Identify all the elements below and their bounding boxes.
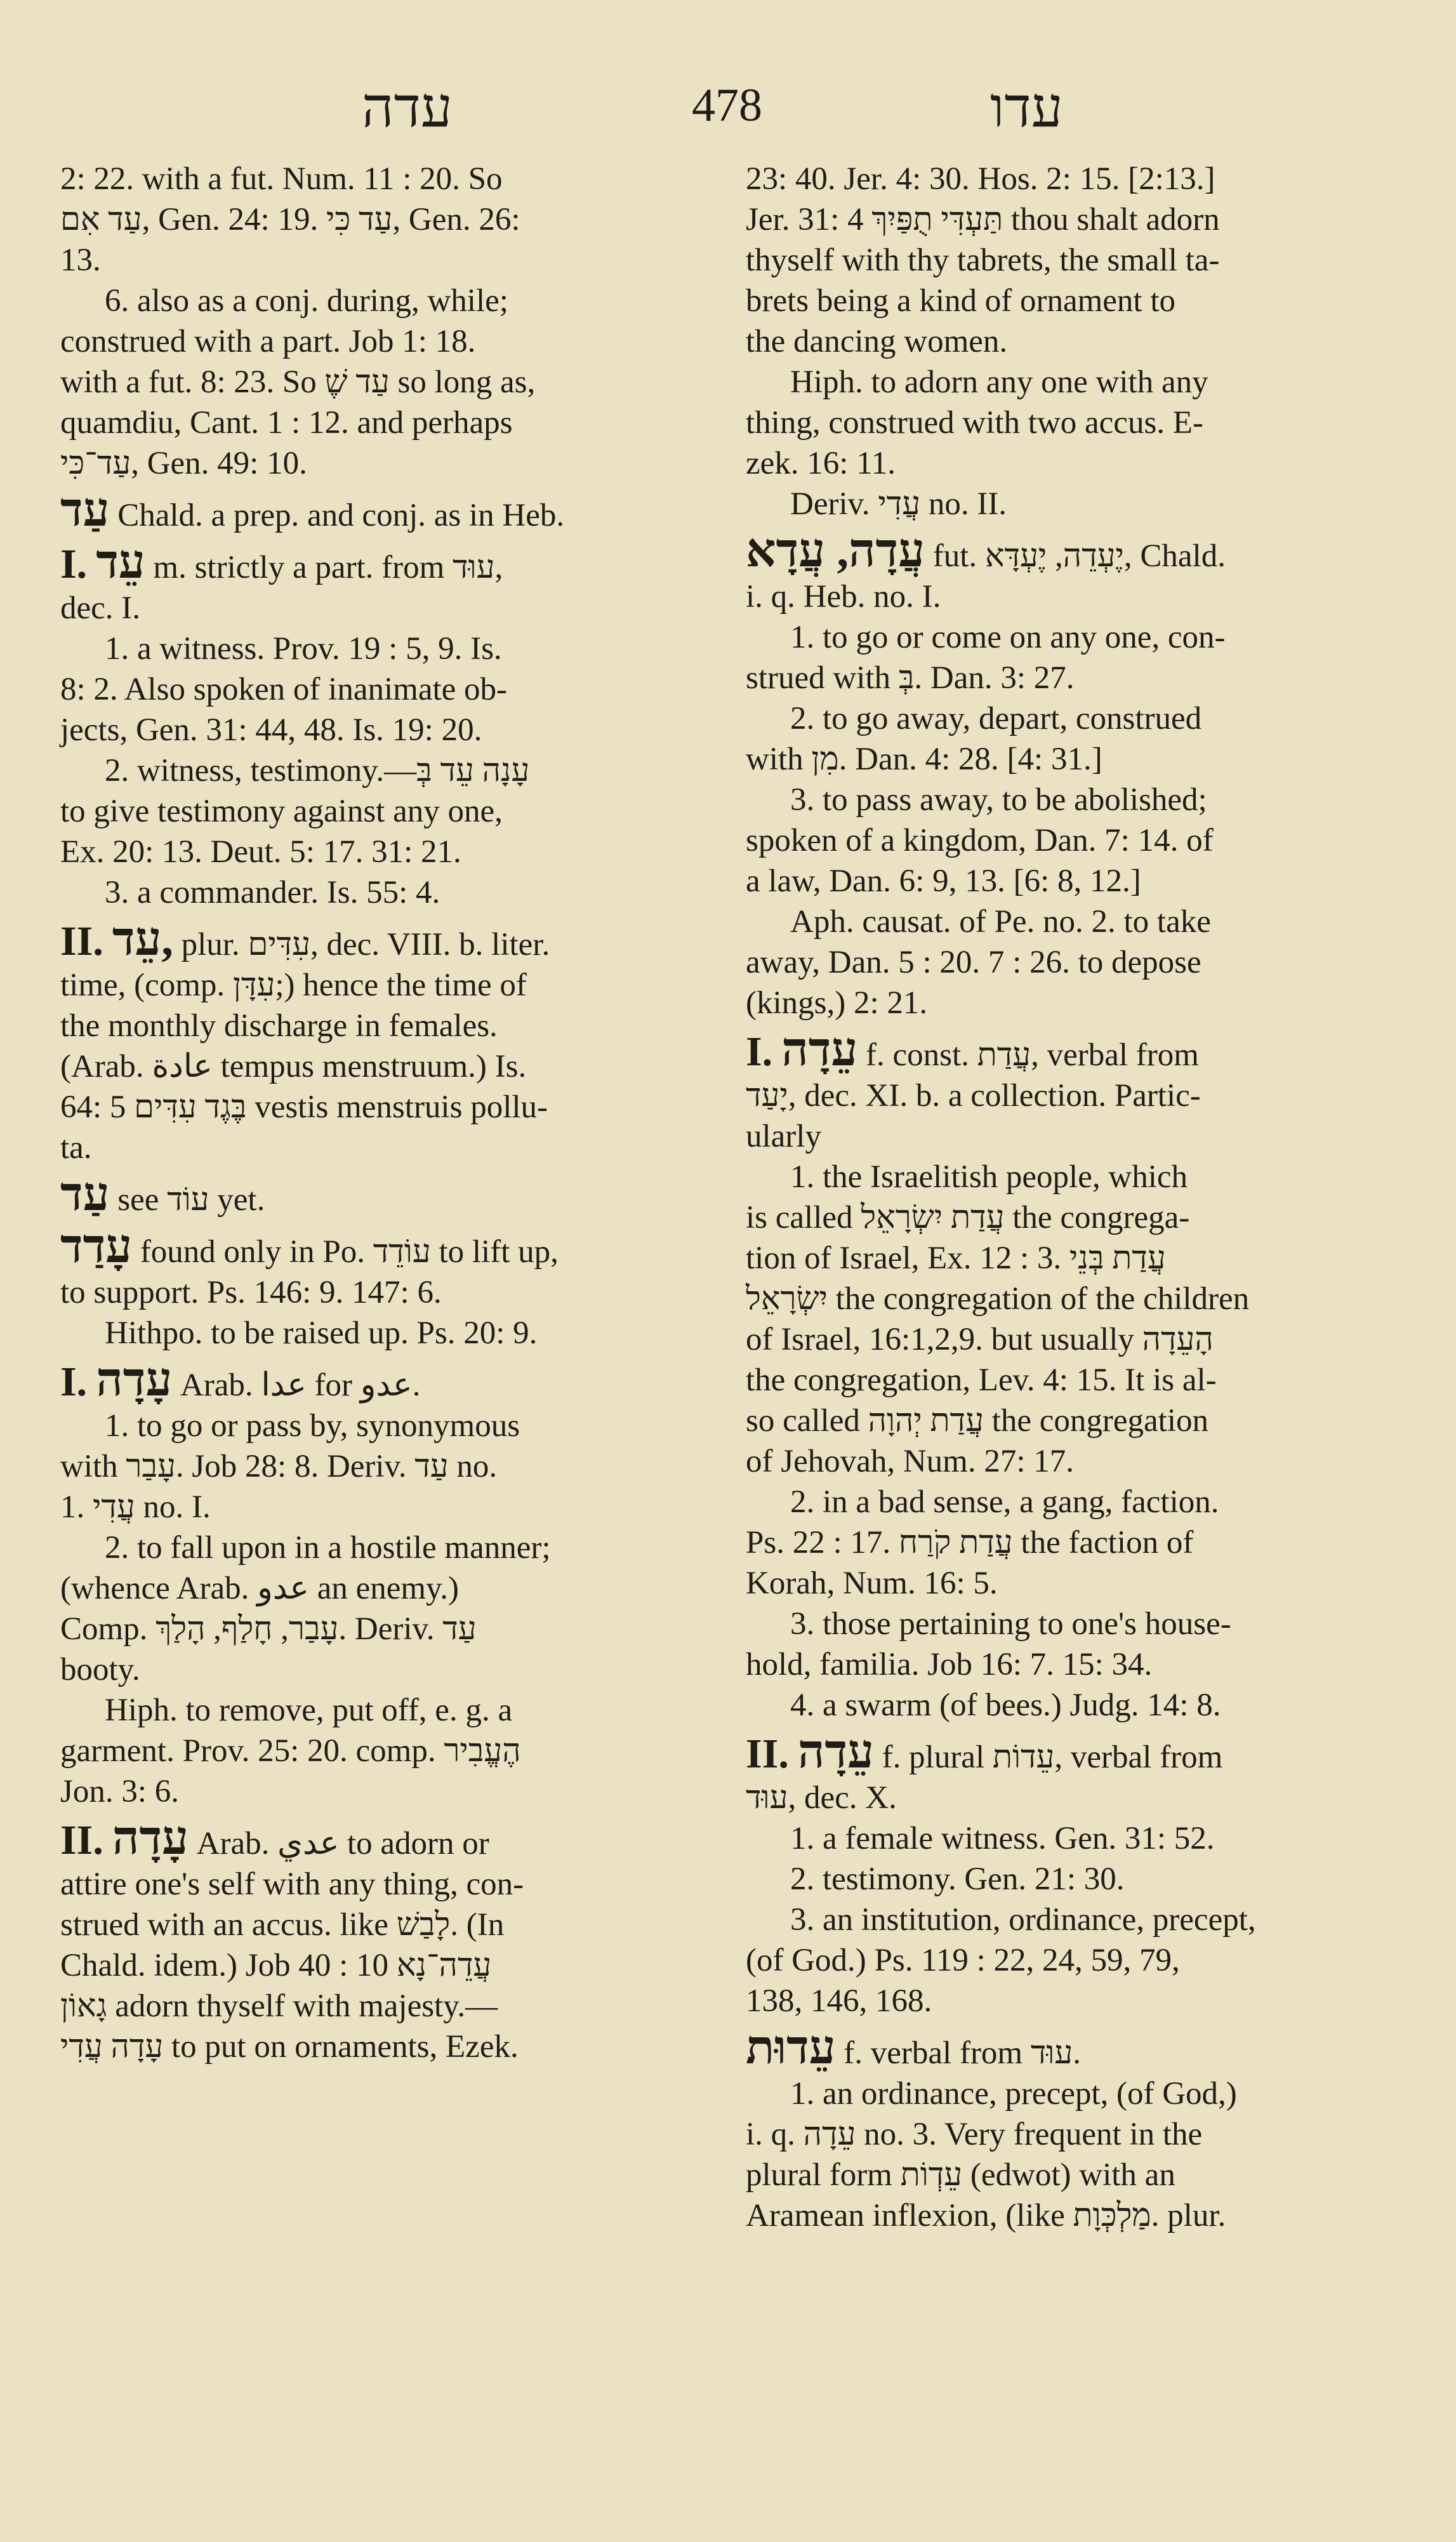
line-text: (of God.) Ps. 119 : 22, 24, 59, 79, xyxy=(746,1943,1180,1978)
headword: עָדָה xyxy=(112,1813,189,1865)
entry-definition: f. verbal from עוּד. xyxy=(844,2035,1082,2071)
line-text: גָאוֹן adorn thyself with majesty.— xyxy=(60,1988,498,2024)
line-text: i. q. עֵדָה no. 3. Very frequent in the xyxy=(746,2117,1203,2152)
headword: עֵדָה xyxy=(781,1024,858,1076)
text-line xyxy=(60,1487,727,1527)
line-text: 2. in a bad sense, a gang, faction. xyxy=(790,1484,1219,1520)
text-line xyxy=(746,1644,1406,1685)
line-text: booty. xyxy=(60,1652,140,1687)
dictionary-entry xyxy=(60,1169,727,1221)
text-line xyxy=(60,1527,727,1568)
line-text: (kings,) 2: 21. xyxy=(746,985,928,1021)
text-line xyxy=(60,791,727,832)
line-text: Jon. 3: 6. xyxy=(60,1774,180,1809)
line-text: עָדָה עֲדִי to put on ornaments, Ezek. xyxy=(60,2029,519,2065)
line-text: Ps. 22 : 17. עֲדַת קֹרַח the faction of xyxy=(746,1525,1194,1560)
text-line xyxy=(746,617,1406,658)
line-text: 64: 5 בֶּגֶד עִדִּים vestis menstruis pollu- xyxy=(60,1089,548,1125)
dictionary-entry xyxy=(60,1354,727,1406)
text-line xyxy=(60,1128,727,1168)
line-text: יָעַד, dec. XI. b. a collection. Partic- xyxy=(746,1078,1201,1114)
text-line xyxy=(60,832,727,872)
entry-definition: Chald. a prep. and conj. as in Heb. xyxy=(117,498,565,533)
text-line xyxy=(60,1986,727,2026)
headword: עָדַד xyxy=(60,1221,133,1273)
text-line xyxy=(746,2073,1406,2114)
line-text: ularly xyxy=(746,1119,821,1154)
text-line xyxy=(746,159,1406,199)
text-line xyxy=(60,1731,727,1771)
entry-definition: plur. עִדִּים, dec. VIII. b. liter. xyxy=(181,927,550,962)
line-text: 1. a witness. Prov. 19 : 5, 9. Is. xyxy=(105,631,502,667)
page-number: 478 xyxy=(692,79,762,131)
entry-definition: m. strictly a part. from עוּד, xyxy=(153,550,503,585)
line-text: to give testimony against any one, xyxy=(60,794,503,829)
line-text: the dancing women. xyxy=(746,324,1008,359)
text-line xyxy=(746,1279,1406,1319)
line-text: 2. to go away, depart, construed xyxy=(790,701,1202,736)
line-text: Chald. idem.) Job 40 : 10 עֲדֵה־נָא xyxy=(60,1948,492,1983)
line-text: ta. xyxy=(60,1130,92,1166)
text-line xyxy=(746,2195,1406,2236)
text-line xyxy=(746,362,1406,403)
line-text: Comp. עָבַר, חָלַף, הָלַךְ. Deriv. עַד xyxy=(60,1611,477,1647)
line-text: away, Dan. 5 : 20. 7 : 26. to depose xyxy=(746,945,1201,980)
text-line xyxy=(60,629,727,669)
dictionary-entry xyxy=(60,536,727,589)
line-text: a law, Dan. 6: 9, 13. [6: 8, 12.] xyxy=(746,863,1141,899)
line-text: i. q. Heb. no. I. xyxy=(746,579,941,615)
text-line xyxy=(746,1116,1406,1157)
entry-roman-numeral: I. xyxy=(60,541,88,587)
text-line xyxy=(60,240,727,281)
line-text: 2. testimony. Gen. 21: 30. xyxy=(790,1861,1125,1897)
line-text: to support. Ps. 146: 9. 147: 6. xyxy=(60,1275,442,1310)
entry-definition: Arab. عدا for عدو. xyxy=(180,1367,421,1403)
dictionary-entry xyxy=(60,484,727,536)
text-line xyxy=(60,965,727,1006)
line-text: strued with בְּ. Dan. 3: 27. xyxy=(746,660,1075,696)
line-text: strued with an accus. like לָבַשׁ. (In xyxy=(60,1907,505,1943)
entry-roman-numeral: II. xyxy=(60,918,103,964)
right-column xyxy=(746,159,1406,2236)
header-right-word: עדו xyxy=(990,77,1063,139)
line-text: Aramean inflexion, (like מַלְכְּוָת. plur. xyxy=(746,2198,1226,2233)
line-text: of Jehovah, Num. 27: 17. xyxy=(746,1444,1075,1479)
entry-definition: f. plural עֵדוֹת, verbal from xyxy=(882,1740,1223,1775)
dictionary-entry xyxy=(60,914,727,966)
text-line xyxy=(60,281,727,321)
line-text: is called עֲדַת יִשְׂרָאֵל the congrega- xyxy=(746,1200,1190,1235)
text-line xyxy=(746,942,1406,983)
text-line xyxy=(746,1859,1406,1900)
line-text: so called עֲדַת יְהוָה the congregation xyxy=(746,1403,1208,1439)
line-text: 3. those pertaining to one's house- xyxy=(790,1606,1231,1642)
text-line xyxy=(60,1945,727,1986)
text-line xyxy=(60,669,727,710)
text-line xyxy=(746,983,1406,1023)
line-text: 8: 2. Also spoken of inanimate ob- xyxy=(60,672,507,707)
text-line xyxy=(746,1482,1406,1522)
line-text: Ex. 20: 13. Deut. 5: 17. 31: 21. xyxy=(60,834,461,870)
text-line xyxy=(60,2026,727,2067)
line-text: Deriv. עֲדִי no. II. xyxy=(790,486,1007,522)
dictionary-entry xyxy=(746,1024,1406,1076)
text-line xyxy=(60,1568,727,1609)
text-line xyxy=(746,1900,1406,1940)
dictionary-entry xyxy=(60,1813,727,1865)
headword: עַד xyxy=(60,1169,110,1221)
text-line xyxy=(60,1649,727,1690)
line-text: עוּד, dec. X. xyxy=(746,1780,897,1816)
line-text: 1. עֲדִי no. I. xyxy=(60,1489,211,1525)
line-text: with מִן. Dan. 4: 28. [4: 31.] xyxy=(746,742,1102,777)
text-line xyxy=(746,1940,1406,1981)
line-text: Hiph. to adorn any one with any xyxy=(790,364,1208,400)
text-line xyxy=(746,902,1406,942)
text-line xyxy=(60,750,727,791)
line-text: dec. I. xyxy=(60,590,141,626)
headword: עֵדוּת xyxy=(746,2022,836,2074)
line-text: (whence Arab. عدو an enemy.) xyxy=(60,1571,459,1606)
text-line xyxy=(60,1087,727,1128)
entry-roman-numeral: II. xyxy=(60,1817,103,1863)
line-text: (Arab. عادة tempus menstruum.) Is. xyxy=(60,1049,527,1084)
line-text: the monthly discharge in females. xyxy=(60,1008,498,1044)
line-text: 1. the Israelitish people, which xyxy=(790,1159,1188,1195)
text-line xyxy=(746,739,1406,780)
line-text: 23: 40. Jer. 4: 30. Hos. 2: 15. [2:13.] xyxy=(746,161,1215,197)
headword: עֲדָה, עֲדָא xyxy=(746,525,925,577)
text-line xyxy=(746,240,1406,281)
headword: עָדָה xyxy=(96,1354,173,1406)
text-line xyxy=(60,1690,727,1731)
text-line xyxy=(746,1401,1406,1441)
text-line xyxy=(746,1441,1406,1482)
text-line xyxy=(746,1319,1406,1360)
line-text: hold, familia. Job 16: 7. 15: 34. xyxy=(746,1647,1153,1682)
line-text: the congregation, Lev. 4: 15. It is al- xyxy=(746,1362,1217,1398)
text-line xyxy=(746,820,1406,861)
text-line xyxy=(60,1313,727,1354)
entry-definition: fut. יֶעְדֵה, יֶעְדָּא, Chald. xyxy=(932,538,1226,574)
line-text: Aph. causat. of Pe. no. 2. to take xyxy=(790,904,1211,940)
line-text: thyself with thy tabrets, the small ta- xyxy=(746,243,1220,278)
entry-roman-numeral: I. xyxy=(746,1028,773,1075)
line-text: 1. a female witness. Gen. 31: 52. xyxy=(790,1821,1215,1856)
text-line xyxy=(746,1522,1406,1563)
entry-roman-numeral: I. xyxy=(60,1359,88,1405)
headword: עַד xyxy=(60,484,110,536)
line-text: 1. to go or come on any one, con- xyxy=(790,620,1226,655)
line-text: 3. an institution, ordinance, precept, xyxy=(790,1902,1256,1938)
text-line xyxy=(746,1818,1406,1859)
line-text: thing, construed with two accus. E- xyxy=(746,405,1203,441)
entry-definition: see עוֹד yet. xyxy=(117,1182,265,1218)
dictionary-entry xyxy=(60,1221,727,1273)
line-text: Hithpo. to be raised up. Ps. 20: 9. xyxy=(105,1315,538,1351)
text-line xyxy=(60,1046,727,1087)
text-line xyxy=(60,443,727,484)
line-text: Korah, Num. 16: 5. xyxy=(746,1566,998,1601)
text-line xyxy=(746,1157,1406,1197)
text-line xyxy=(746,321,1406,362)
line-text: 2: 22. with a fut. Num. 11 : 20. So xyxy=(60,161,503,197)
text-line xyxy=(60,1609,727,1649)
text-line xyxy=(746,576,1406,617)
line-text: tion of Israel, Ex. 12 : 3. עֲדַת בְּנֵי xyxy=(746,1241,1166,1276)
entry-definition: Arab. عدي to adorn or xyxy=(196,1826,489,1861)
text-line xyxy=(60,159,727,199)
headword: עֵד xyxy=(96,536,145,589)
text-line xyxy=(60,710,727,750)
text-line xyxy=(746,443,1406,484)
line-text: עַד אִם, Gen. 24: 19. עַד כִּי, Gen. 26: xyxy=(60,202,520,237)
text-line xyxy=(60,872,727,913)
line-text: יִשְׂרָאֵל the congregation of the children xyxy=(746,1281,1250,1317)
dictionary-entry xyxy=(746,1726,1406,1778)
line-text: 13. xyxy=(60,243,101,278)
line-text: quamdiu, Cant. 1 : 12. and perhaps xyxy=(60,405,513,441)
text-line xyxy=(746,1075,1406,1116)
line-text: 2. to fall upon in a hostile manner; xyxy=(105,1530,551,1566)
line-text: 4. a swarm (of bees.) Judg. 14: 8. xyxy=(790,1687,1221,1723)
text-line xyxy=(60,199,727,240)
dictionary-entry xyxy=(746,525,1406,577)
dictionary-entry xyxy=(746,2022,1406,2074)
text-line xyxy=(60,1446,727,1487)
text-line xyxy=(746,1238,1406,1279)
line-text: time, (comp. עִדָּן;) hence the time of xyxy=(60,968,527,1003)
text-line xyxy=(746,1604,1406,1644)
text-line xyxy=(746,658,1406,698)
line-text: 1. to go or pass by, synonymous xyxy=(105,1408,520,1444)
text-line xyxy=(746,199,1406,240)
text-line xyxy=(60,1864,727,1905)
entry-roman-numeral: II. xyxy=(746,1731,789,1777)
text-line xyxy=(746,2114,1406,2155)
text-line xyxy=(60,1905,727,1945)
text-line xyxy=(746,2155,1406,2195)
text-line xyxy=(60,321,727,362)
text-line xyxy=(60,1406,727,1446)
text-line xyxy=(60,1272,727,1313)
line-text: of Israel, 16:1,2,9. but usually הָעֵדָה xyxy=(746,1322,1214,1357)
line-text: with a fut. 8: 23. So עַד שֶׁ so long as, xyxy=(60,364,536,400)
line-text: construed with a part. Job 1: 18. xyxy=(60,324,476,359)
text-line xyxy=(60,362,727,403)
line-text: with עָבַר. Job 28: 8. Deriv. עַד no. xyxy=(60,1449,498,1484)
line-text: brets being a kind of ornament to xyxy=(746,283,1175,319)
text-line xyxy=(60,1771,727,1812)
header-left-word: עדה xyxy=(362,77,453,139)
line-text: 6. also as a conj. during, while; xyxy=(105,283,508,319)
line-text: 3. a commander. Is. 55: 4. xyxy=(105,875,440,910)
line-text: 3. to pass away, to be abolished; xyxy=(790,782,1207,818)
text-line xyxy=(746,281,1406,321)
text-line xyxy=(746,1981,1406,2021)
line-text: plural form עֵדְוֹת (edwot) with an xyxy=(746,2157,1175,2193)
text-line xyxy=(746,484,1406,524)
line-text: Jer. 31: 4 תַּעְדִּי תֻפַּיִךְ thou shalt adorn xyxy=(746,202,1220,237)
running-header xyxy=(0,76,1456,146)
line-text: Hiph. to remove, put off, e. g. a xyxy=(105,1693,513,1728)
line-text: garment. Prov. 25: 20. comp. הֶעֱבִיר xyxy=(60,1733,521,1769)
text-line xyxy=(60,403,727,443)
headword: עֵד, xyxy=(112,914,173,966)
text-line xyxy=(746,861,1406,902)
text-line xyxy=(746,780,1406,820)
line-text: 1. an ordinance, precept, (of God,) xyxy=(790,2076,1237,2112)
line-text: עַד־כִּי, Gen. 49: 10. xyxy=(60,446,307,481)
text-line xyxy=(746,1563,1406,1604)
line-text: jects, Gen. 31: 44, 48. Is. 19: 20. xyxy=(60,712,482,748)
entry-definition: found only in Po. עוֹדֵד to lift up, xyxy=(140,1234,559,1270)
left-column xyxy=(60,159,727,2067)
text-line xyxy=(60,1006,727,1046)
text-line xyxy=(60,588,727,629)
entry-definition: f. const. עֲדַת, verbal from xyxy=(865,1037,1199,1073)
text-line xyxy=(746,1778,1406,1818)
line-text: zek. 16: 11. xyxy=(746,446,896,481)
line-text: 138, 146, 168. xyxy=(746,1983,932,2019)
text-line xyxy=(746,698,1406,739)
text-line xyxy=(746,403,1406,443)
text-line xyxy=(746,1685,1406,1726)
line-text: spoken of a kingdom, Dan. 7: 14. of xyxy=(746,823,1214,858)
line-text: attire one's self with any thing, con- xyxy=(60,1867,524,1902)
text-line xyxy=(746,1360,1406,1401)
text-line xyxy=(746,1197,1406,1238)
headword: עֵדָה xyxy=(797,1726,874,1778)
line-text: 2. witness, testimony.—עָנָה עֵד בְּ xyxy=(105,753,530,789)
